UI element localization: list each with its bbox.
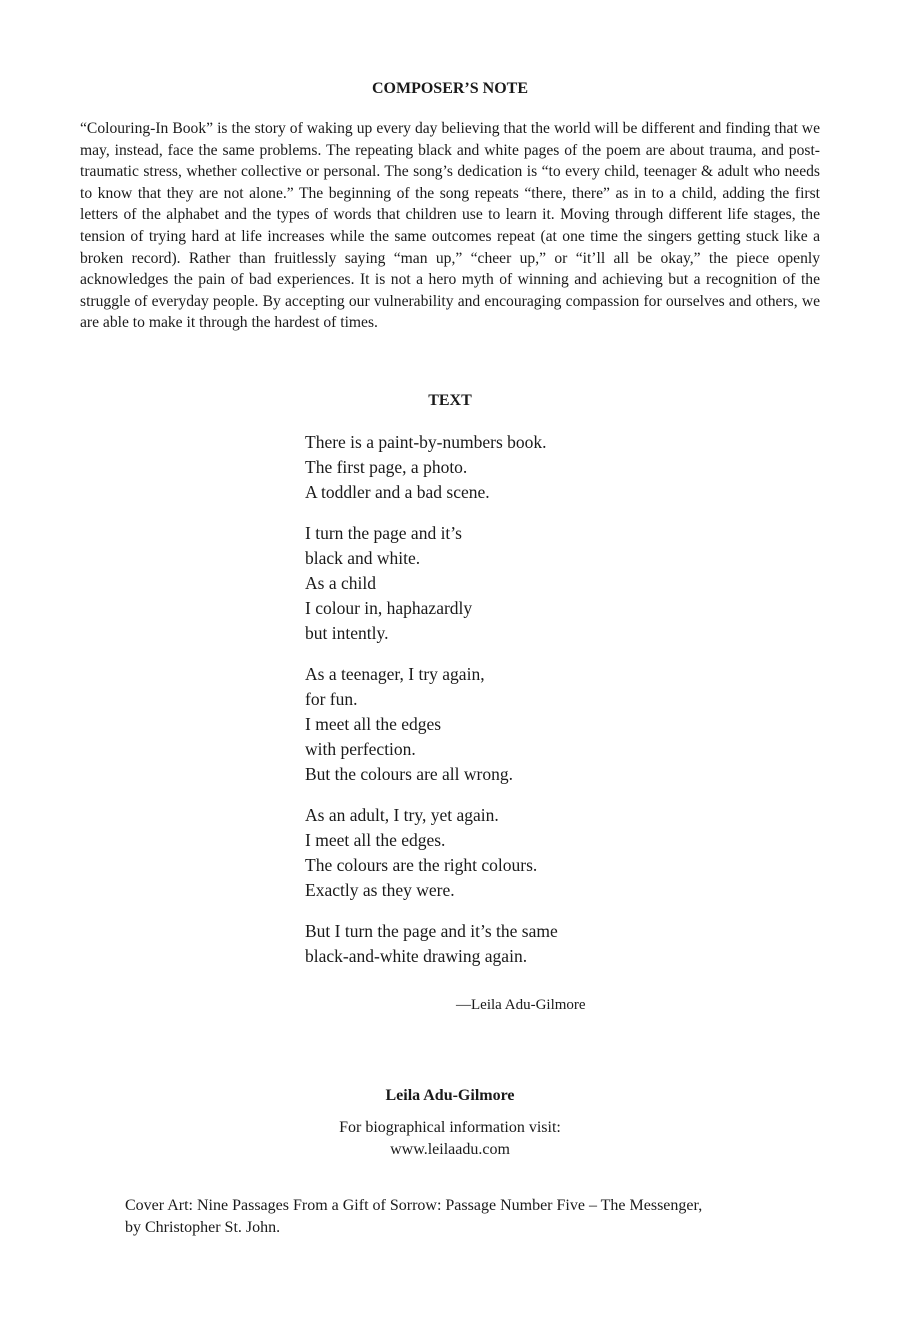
poem-stanza-2 xyxy=(305,521,725,646)
poem-line: black and white. xyxy=(305,548,421,568)
poem-line: As a teenager, I try again, xyxy=(305,664,485,684)
poem xyxy=(305,430,725,985)
poem-line: There is a paint-by-numbers book. xyxy=(305,432,547,452)
poem-line: But the colours are all wrong. xyxy=(305,764,514,784)
poem-line: As a child xyxy=(305,573,376,593)
poem-line: Exactly as they were. xyxy=(305,880,455,900)
poem-line: for fun. xyxy=(305,689,358,709)
poem-line: I meet all the edges. xyxy=(305,830,446,850)
poem-line: black-and-white drawing again. xyxy=(305,946,528,966)
poem-line: A toddler and a bad scene. xyxy=(305,482,490,502)
poem-line: As an adult, I try, yet again. xyxy=(305,805,499,825)
poem-line: with perfection. xyxy=(305,739,416,759)
composers-note-body: “Colouring-In Book” is the story of waking up every day believing that the world will be different and finding that we may, instead, face the same problems. The repeating black and white pages of the poem are about trauma, and post-traumatic stress, whether collective or personal. The song’s dedication is “to every child, teenager & adult who needs to know that they are not alone.” The beginning of the song repeats “there, there” as in to a child, adding the first letters of the alphabet and the types of words that children use to learn it. Moving through different life stages, the tension of trying hard at life increases while the same outcomes repeat (at one time the singers getting stuck like a broken record). Rather than fruitlessly saying “man up,” “cheer up,” or “it’ll all be okay,” the piece openly acknowledges the pain of bad experiences. It is not a hero myth of winning and achieving but a recognition of the struggle of everyday people. By accepting our vulnerability and encouraging compassion for ourselves and others, we are able to make it through the hardest of times. xyxy=(80,120,820,332)
poem-attribution: —Leila Adu-Gilmore xyxy=(456,997,586,1013)
poem-stanza-1 xyxy=(305,430,725,505)
bio-info xyxy=(0,1117,900,1161)
poem-stanza-3 xyxy=(305,662,725,787)
poem-line: I colour in, haphazardly xyxy=(305,598,473,618)
composers-note-heading: COMPOSER’S NOTE xyxy=(371,80,528,97)
poem-stanza-5 xyxy=(305,919,725,969)
text-heading: TEXT xyxy=(428,392,472,409)
author-website-link[interactable]: www.leilaadu.com xyxy=(390,1141,510,1158)
poem-line: The first page, a photo. xyxy=(305,457,468,477)
cover-art-line-2: by Christopher St. John. xyxy=(125,1219,281,1236)
author-name: Leila Adu-Gilmore xyxy=(385,1087,515,1104)
poem-line: I turn the page and it’s xyxy=(305,523,462,543)
poem-line: But I turn the page and it’s the same xyxy=(305,921,558,941)
poem-line: The colours are the right colours. xyxy=(305,855,538,875)
poem-line: I meet all the edges xyxy=(305,714,442,734)
bio-info-label: For biographical information visit: xyxy=(339,1119,561,1136)
cover-art-line-1: Cover Art: Nine Passages From a Gift of Sorrow: Passage Number Five – The Messenger, xyxy=(125,1197,703,1214)
poem-line: but intently. xyxy=(305,623,389,643)
cover-art-credit xyxy=(125,1195,805,1239)
poem-stanza-4 xyxy=(305,803,725,903)
